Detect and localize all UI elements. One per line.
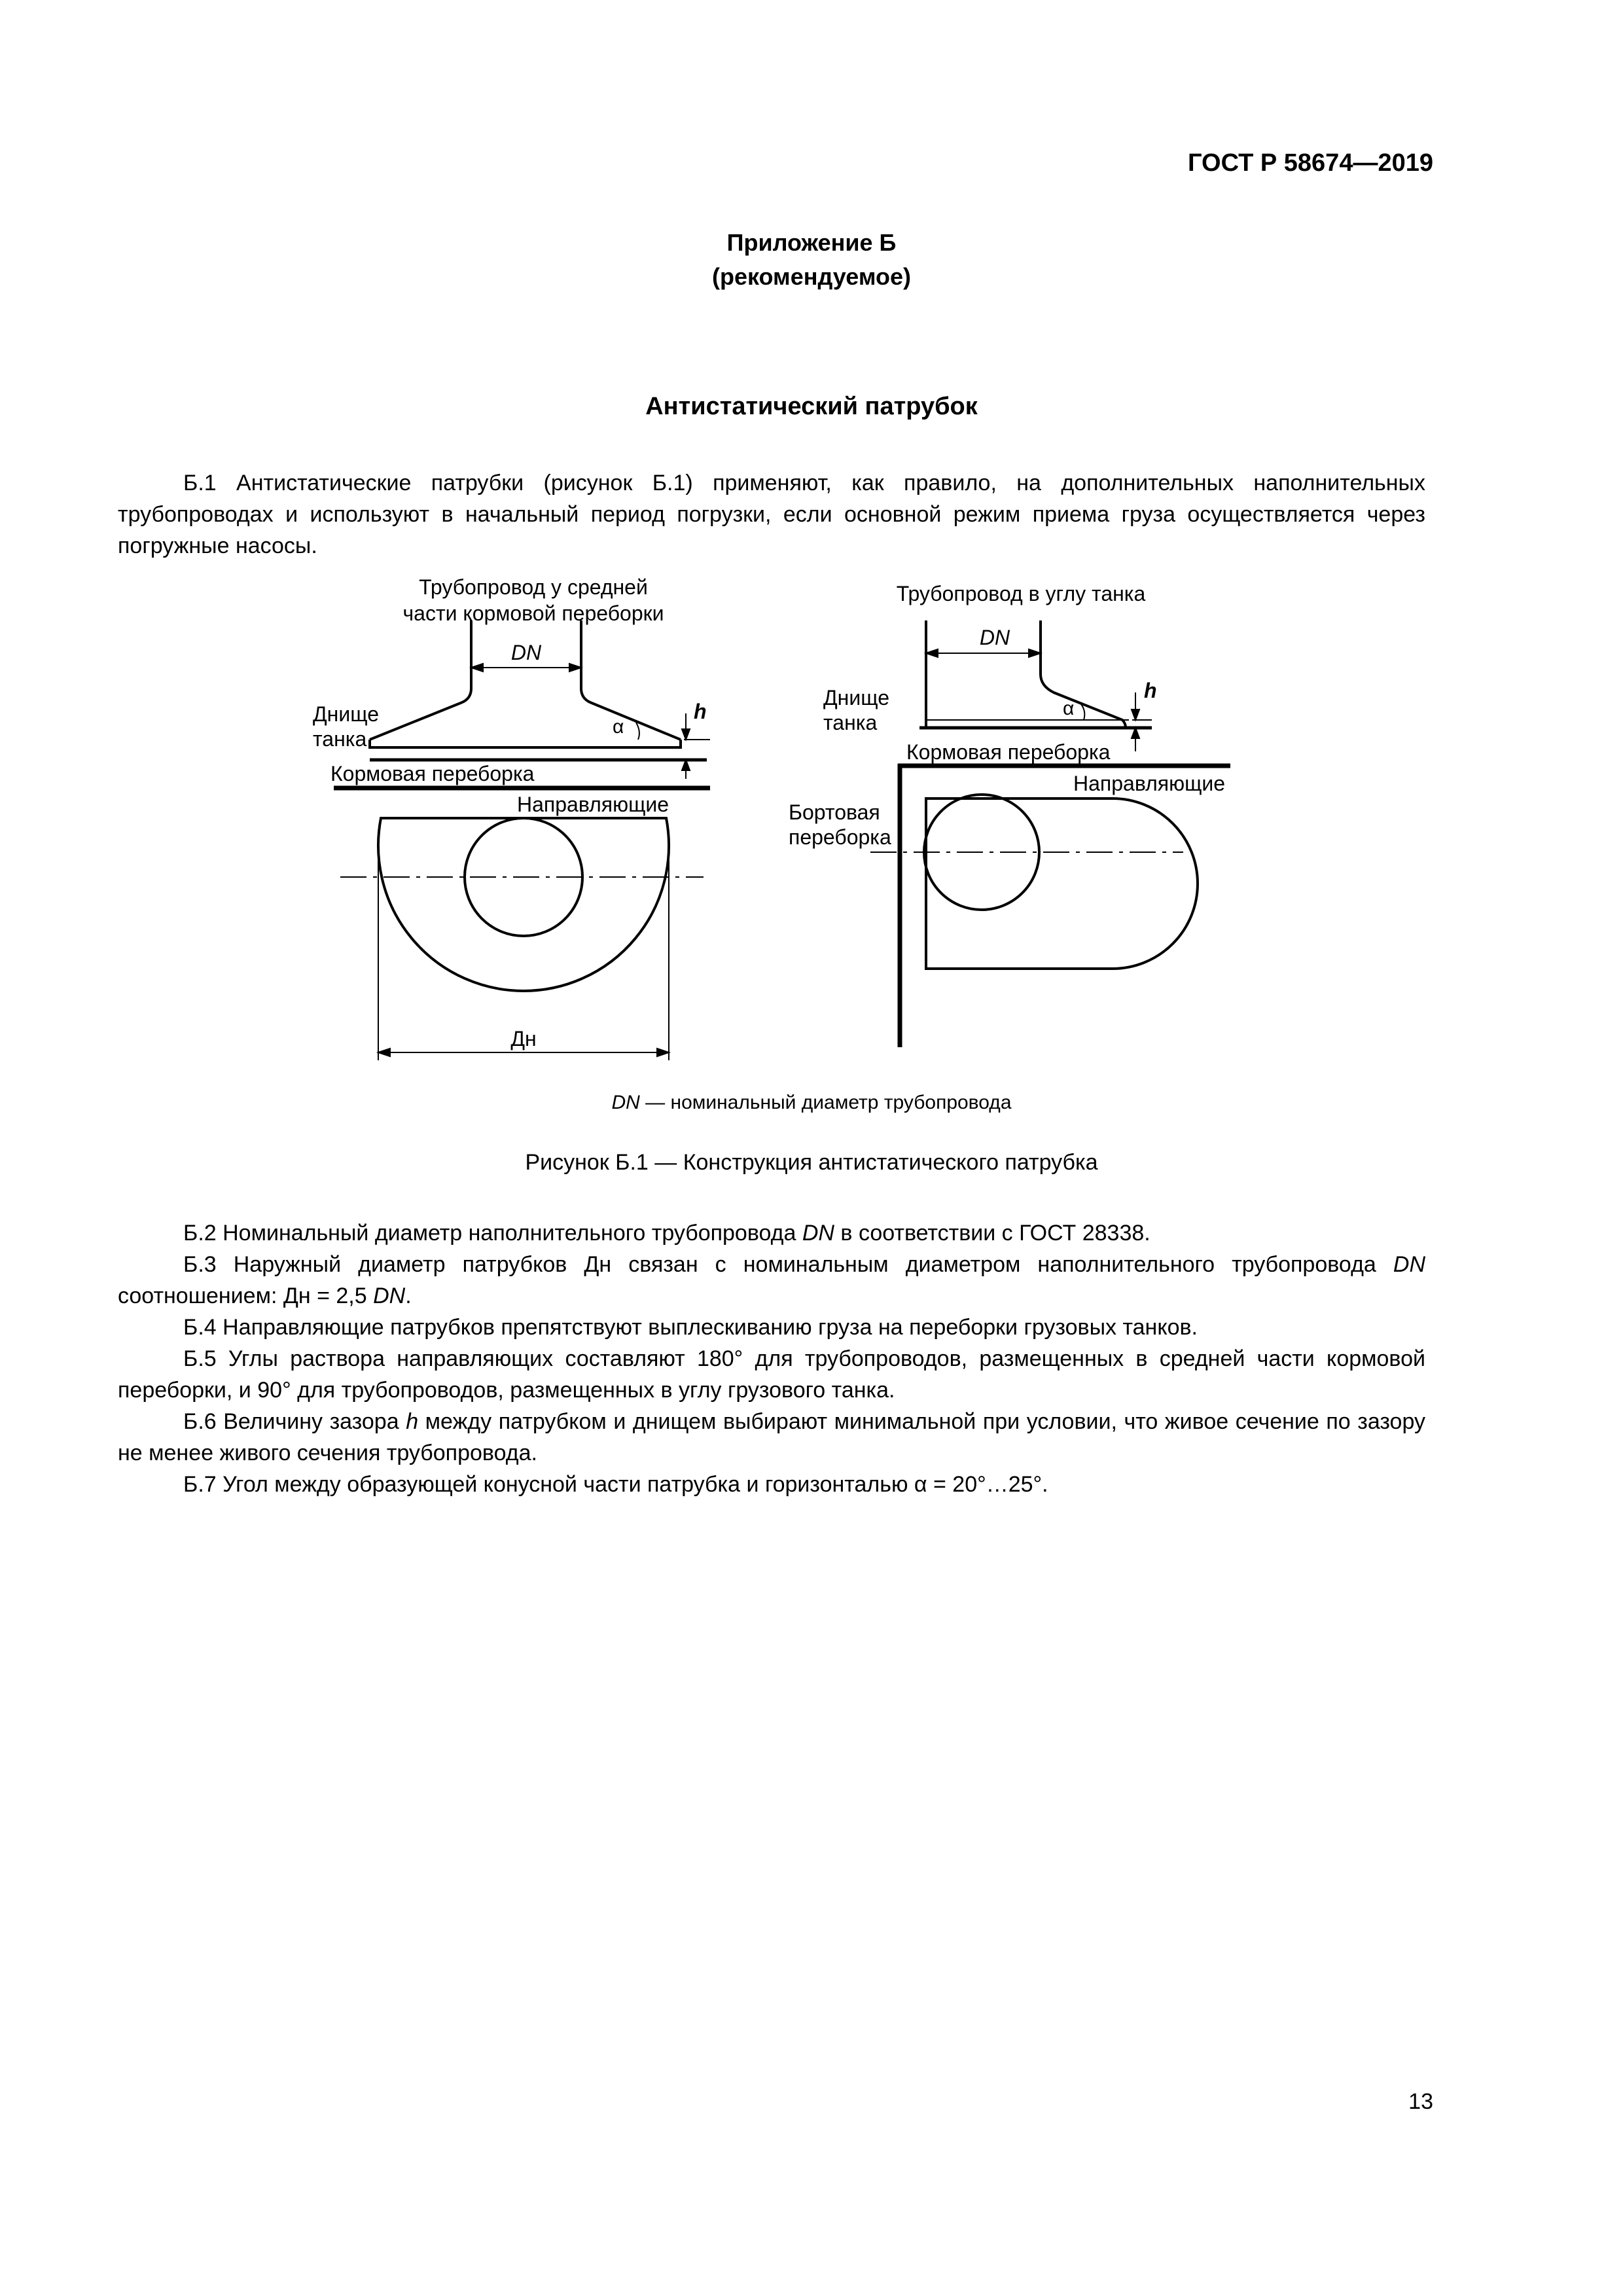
right-alpha-label: α [1063,698,1075,719]
left-h-dimension [682,713,710,779]
paragraph-b1: Б.1 Антистатические патрубки (рисунок Б.1) применяют, как правило, на дополнительных наполнительных трубопроводах и используют в начальный период погрузки, если основной режим приема груза осуществляется через погружные насосы. [118,471,1425,558]
paragraph-b3: Б.3 Наружный диаметр патрубков Дн связан с номинальным диаметром наполнительного трубопровода DN соотношением: Дн = 2,5 DN. [118,1252,1425,1308]
left-bottom-label-line1: Днище [313,702,379,726]
right-guides-label: Направляющие [1073,772,1226,795]
paragraph-b6: Б.6 Величину зазора h между патрубком и днищем выбирают минимальной при условии, что живое сечение по зазору не менее живого сечения трубопровода. [118,1409,1425,1465]
left-outer-diameter-label: Дн [510,1027,537,1050]
left-title-line2: части кормовой переборки [402,601,664,625]
standard-number: ГОСТ Р 58674—2019 [1188,149,1433,177]
left-pipe-left-wall [370,620,471,740]
right-title: Трубопровод в углу танка [896,582,1146,605]
right-dn-label: DN [979,626,1010,649]
left-dn-dimension [471,664,581,672]
page-number: 13 [1408,2089,1433,2114]
left-flange-base [370,740,681,747]
right-pipe-right-wall [1041,620,1126,728]
figure-caption: Рисунок Б.1 — Конструкция антистатического патрубка [525,1150,1098,1175]
right-bottom-label-line1: Днище [823,686,889,709]
left-guide-outline [378,818,669,991]
right-bulkhead-label: Кормовая переборка [906,740,1111,764]
section-heading: Антистатический патрубок [645,393,978,420]
left-bottom-label-line2: танка [313,727,367,751]
left-guides-label: Направляющие [517,793,669,816]
left-pipe-right-wall [581,620,681,740]
left-alpha-label: α [613,716,624,738]
annex-header [0,226,1623,294]
paragraph-b4: Б.4 Направляющие патрубков препятствуют выплескиванию груза на переборки грузовых танков. [183,1315,1198,1340]
figure-b1-drawing [0,576,1623,1086]
paragraph-b2: Б.2 Номинальный диаметр наполнительного трубопровода DN в соответствии с ГОСТ 28338. [183,1221,1150,1246]
left-h-label: h [694,700,707,723]
right-dn-dimension [926,649,1041,657]
figure-note: DN — номинальный диаметр трубопровода [611,1092,1012,1113]
annex-title: Приложение Б [726,229,897,256]
annex-subtitle: (рекомендуемое) [712,263,911,290]
paragraph-b7: Б.7 Угол между образующей конусной части патрубка и горизонталью α = 20°…25°. [183,1472,1048,1497]
right-alpha-arc [1081,704,1084,720]
right-side-label-line2: переборка [789,825,891,849]
left-bulkhead-label: Кормовая переборка [330,762,535,785]
right-side-label-line1: Бортовая [789,800,880,824]
right-guide-outline [926,798,1198,969]
right-h-label: h [1144,679,1157,702]
left-alpha-arc [636,723,639,740]
paragraph-b5: Б.5 Углы раствора направляющих составляют 180° для трубопроводов, размещенных в средней части кормовой переборки, и 90° для трубопроводов, размещенных в углу грузового танка. [118,1346,1425,1403]
left-title-line1: Трубопровод у средней [419,576,648,599]
right-bottom-label-line2: танка [823,711,878,734]
left-dn-label: DN [510,641,542,664]
